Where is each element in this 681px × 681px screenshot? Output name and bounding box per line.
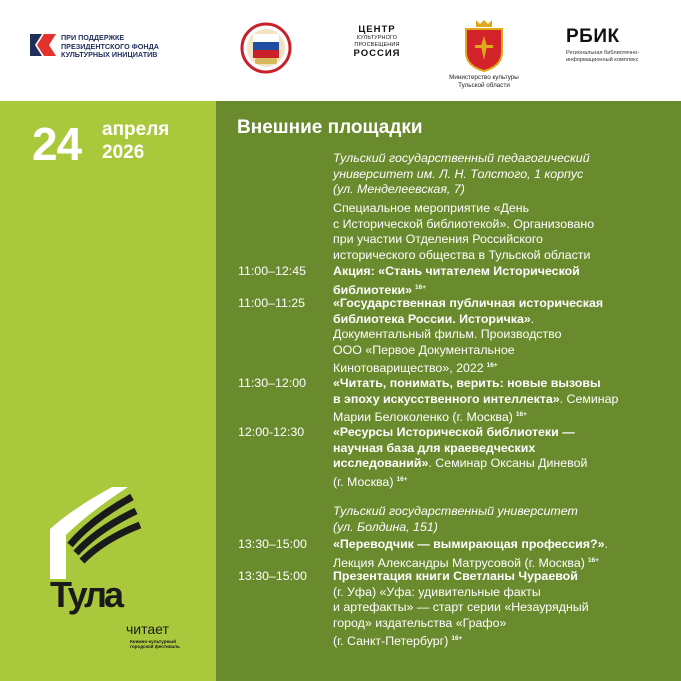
item-time: 12:00-12:30 [238,425,305,439]
festival-logo-word: Тула [50,574,122,615]
festival-tagline: Книжно-культурный городской фестиваль [130,639,180,650]
rbik-logo [566,26,656,70]
pfki-text: ПРИ ПОДДЕРЖКЕ ПРЕЗИДЕНТСКОГО ФОНДА КУЛЬТУРНЫХ ИНИЦИАТИВ [61,33,159,60]
event-day: 24 [32,118,82,170]
festival-logo-sub: читает [126,621,169,637]
item-time: 11:30–12:00 [238,376,306,390]
age-rating-badge: 16+ [451,635,463,643]
age-rating-badge: 16+ [515,411,527,419]
item-time: 13:30–15:00 [238,537,307,551]
item-description: «Государственная публичная историческая библиотека России. Историчка». Документальный фильм. Производство ООО «Первое Документальное Кинотоварищество», 2022 $^{16+}$ [333,296,604,376]
date-panel [0,101,216,681]
item-description: «Ресурсы Исторической библиотеки — научная база для краеведческих исследований». Семинар Оксаны Диневой (г. Москва) $^{16+}$ [333,425,588,489]
item-time: 11:00–11:25 [238,296,306,310]
ministry-logo [436,18,532,96]
item-description: Презентация книги Светланы Чураевой (г. Уфа) «Уфа: удивительные факты и артефакты» — старт серии «Незаурядный город» издательства «Графо» (г. Санкт-Петербург) $^{16+}$ [333,569,589,649]
ministry-text: Министерство культуры Тульской области [449,74,519,89]
event-month: апреля [102,119,170,140]
age-rating-badge: 16+ [415,283,427,291]
partner-logos-bar [0,0,681,101]
rbik-caption: Региональная библиотечно- информационный комплекс [566,50,640,63]
festival-book-stripes-icon [32,469,142,579]
event-year: 2026 [102,142,145,163]
center-logo-line1: ЦЕНТР [358,24,396,35]
festival-round-emblem [240,20,292,76]
age-rating-badge: 16+ [486,362,498,370]
item-time: 13:30–15:00 [238,569,307,583]
tula-coat-of-arms-icon [462,18,506,72]
venue-name: Тульский государственный университет (ул. Болдина, 151) [333,504,578,534]
item-time: 11:00–12:45 [238,264,306,278]
item-description: «Переводчик — вымирающая профессия?». Лекция Александры Матрусовой (г. Москва) $^{16+}$ [333,537,608,570]
pfki-logo [28,30,188,66]
venue-note: Специальное мероприятие «День с Исторической библиотекой». Организовано при участии Отделения Российского исторического общества в Тульской области [333,201,595,262]
age-rating-badge: 16+ [396,475,408,483]
item-description: Акция: «Стань читателем Исторической библиотеки» $^{16+}$ [333,264,580,297]
round-emblem-icon [240,20,292,76]
center-logo-line3: РОССИЯ [353,48,401,59]
age-rating-badge: 16+ [587,556,599,564]
item-description: «Читать, понимать, верить: новые вызовы в эпоху искусственного интеллекта». Семинар Марии Белоколенко (г. Москва) $^{16+}$ [333,376,619,425]
section-title: Внешние площадки [237,117,423,138]
cultural-enlightenment-center-logo [352,24,402,72]
pfki-emblem-icon [28,32,58,58]
program-panel [216,101,681,681]
center-logo-line2: КУЛЬТУРНОГО ПРОСВЕЩЕНИЯ [354,35,400,48]
venue-name: Тульский государственный педагогический университет им. Л. Н. Толстого, 1 корпус (ул. Менделеевская, 7) [333,151,590,197]
rbik-wordmark: РБИК [566,26,620,47]
